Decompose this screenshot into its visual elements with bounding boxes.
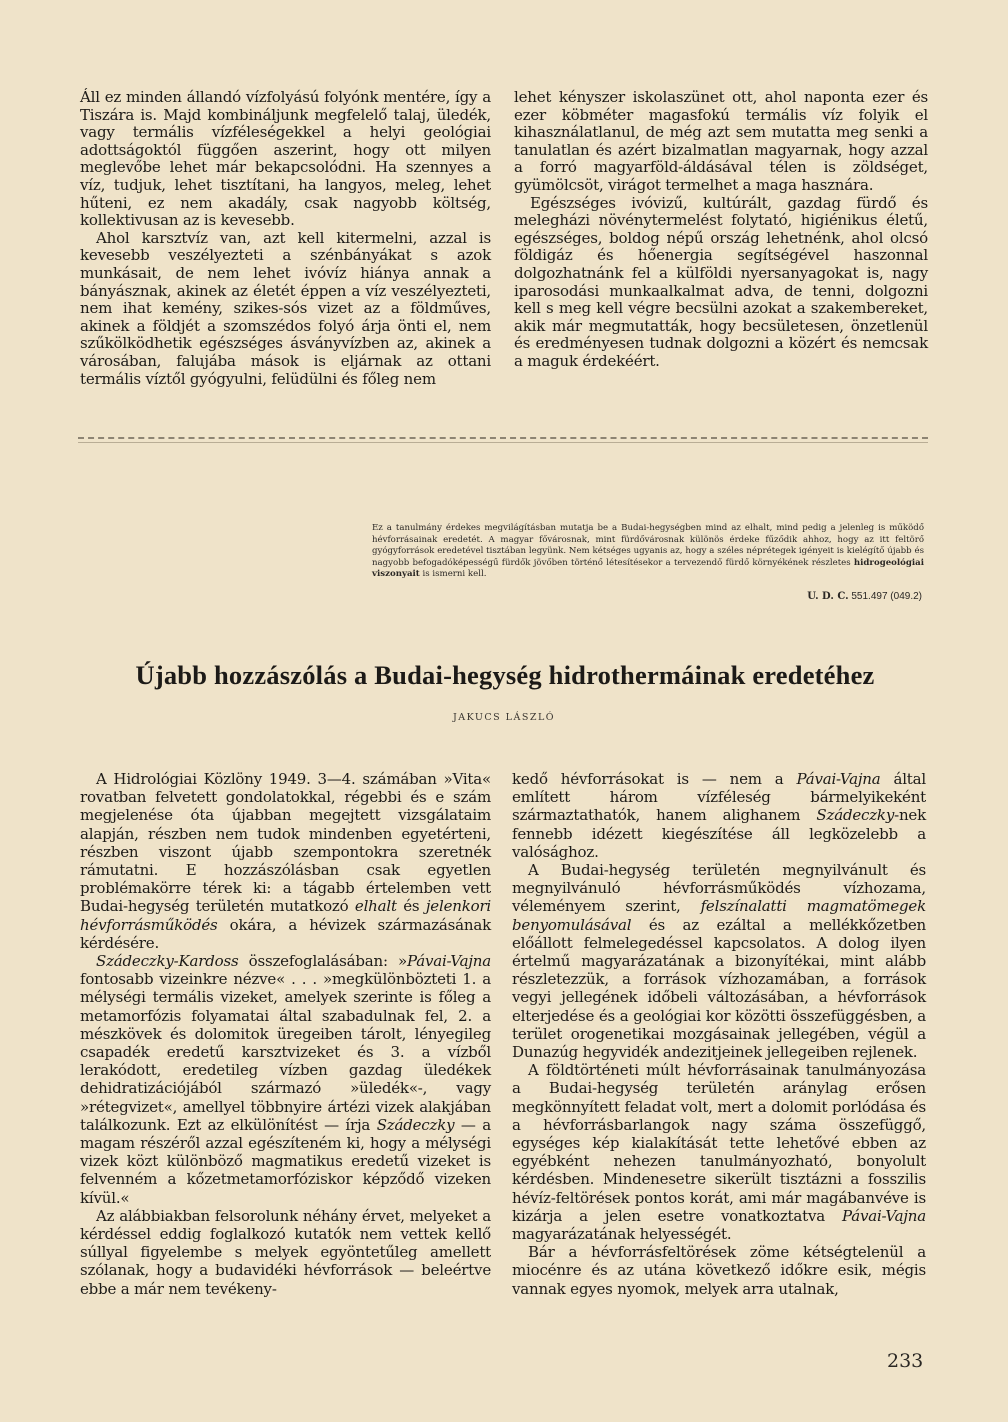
paragraph: Bár a hévforrásfeltörések zöme kétségtelenül a miocénre és az utána következő időkre esik, mégis vannak egyes nyomok, melyek arra utalnak,: [512, 1243, 926, 1298]
abstract-text: Ez a tanulmány érdekes megvilágításban mutatja be a Budai-hegységben mind az elhalt, mind pedig a jelenleg is működő hévforrásainak eredetét. A magyar fővárosnak, mint fürdővárosnak különös érdeke fűződik ahhoz, hogy az itt feltörő gyógyforrások eredetével tisztában legyünk. Nem kétséges ugyanis az, hogy a széles néprétegek igényeit is kielégítő újabb és nagyobb befogadóképességű fürdők jövőben történő létesítésekor a tervezendő fürdő környékének részletes: [372, 523, 924, 568]
italic-author-name: Szádeczky: [816, 806, 895, 825]
udc-classification: [807, 591, 922, 602]
text-run: összefoglalásában: »: [248, 952, 407, 971]
section-divider: [78, 437, 928, 439]
bottom-left-column: [80, 770, 491, 1298]
top-left-column: [80, 89, 491, 388]
paragraph: Ahol karsztvíz van, azt kell kitermelni, azzal is kevesebb veszélyezteti a szénbányákat s azok munkásait, de nem lehet ivóvíz hiánya annak a bányásznak, akinek az életét éppen a víz veszélyezteti, nem ihat kemény, szikes-sós vizet az a földműves, akinek a földjét a szomszédos folyó árja önti el, nem szűkölködhetik egészséges ásványvízben az, akinek a városában, falujába mások is eljárnak az ottani termális víztől gyógyulni, felüdülni és főleg nem: [80, 228, 491, 388]
italic-author-name: Szádeczky: [376, 1115, 455, 1134]
text-run: és: [403, 897, 420, 916]
italic-author-name: Pávai-Vajna: [796, 770, 881, 788]
italic-author-name: Pávai-Vajna: [406, 952, 491, 971]
udc-label: U. D. C.: [807, 591, 849, 602]
italic-author-name: Szádeczky-Kardoss: [96, 952, 239, 971]
paragraph: [512, 1061, 926, 1243]
section-divider-line: [78, 442, 928, 443]
paragraph: Az alábbiakban felsorolunk néhány érvet, melyeket a kérdéssel eddig foglalkozó kutatók nem vettek kellő súllyal figyelembe s melyek egyöntetűleg amellett szólanak, hogy a budavidéki hévforrások — beleértve ebbe a már nem tevékeny-: [80, 1206, 491, 1298]
abstract: [372, 523, 924, 581]
text-run: magyarázatának helyességét.: [512, 1225, 732, 1244]
text-run: -nek fennebb idézett kiegészítése áll legközelebb a valósághoz.: [512, 806, 926, 861]
italic-author-name: Pávai-Vajna: [841, 1206, 926, 1225]
text-run: okára, a hévizek származásának kérdésére.: [80, 915, 491, 952]
paragraph: Egészséges ivóvizű, kultúrált, gazdag fürdő és melegházi növénytermelést folytató, higiénikus életű, egészséges, boldog népű ország lehetnénk, ahol olcsó földigáz és hőenergia segítségével haszonnal dolgozhatnánk fel a külföldi nyersanyagokat is, nagy iparosodási munkaalkalmat adva, de tenni, dolgozni kell s meg kell végre becsülni azokat a szakembereket, akik már megmutatták, hogy becsületesen, önzetlenül és eredményesen tudnak dolgozni a közért és nemcsak a maguk érdekéért.: [514, 193, 928, 370]
text-run: — a magam részéről azzal egészíteném ki, hogy a mélységi vizek közt különböző magmatikus eredetű vizeket is felvenném a kőzetmetamorfóziskor képződő vizeken kívül.«: [80, 1115, 491, 1207]
text-run: A Budai-hegység területén megnyilvánult és megnyilvánuló hévforrásműködés vízhozama, véleményem szerint,: [512, 861, 926, 916]
paragraph: [512, 770, 926, 861]
text-run: A földtörténeti múlt hévforrásainak tanulmányozása a Budai-hegység területén aránylag erősen megkönnyített feladat volt, mert a dolomit porlódása és a hévforrásbarlangok nagy száma összefüggő, egységes kép kialakítását tette lehetővé ebben az egyébként nehezen tanulmányozható, bonyolult kérdésben. Mindenesetre sikerült tisztázni a fosszilis hévíz-feltörések pontos korát, ami már magábanvéve is kizárja a jelen esetre vonatkoztatva: [512, 1061, 926, 1225]
italic-term: jelenkori hévforrásműködés: [80, 897, 492, 934]
text-run: fontosabb vizeinkre nézve« . . . »megkülönbözteti 1. a mélységi termális vizeket, amelyek szerinte is főleg a metamorfózis folyamatai által szabadulnak fel, 2. a mészkövek és dolomitok üregeiben tárolt, lényegileg csapadék eredetű karsztvizeket és 3. a vízből lerakódott, eredetileg vízben gazdag üledékek dehidratizációjából származó »üledék«-, vagy »rétegvizet«, amellyel többnyire ártézi vizek alakjában találkozunk. Ezt az elkülönítést — írja: [80, 970, 491, 1134]
paragraph: lehet kényszer iskolaszünet ott, ahol naponta ezer és ezer köbméter magasfokú termális víz folyik el kihasználatlanul, de még azt sem mutatta meg senki a tanulatlan és azért bizalmatlan magyarnak, hogy azzal a forró magyarföld-áldásával télen is zöldséget, gyümölcsöt, virágot termelhet a maga hasznára.: [514, 88, 928, 194]
text-run: A Hidrológiai Közlöny 1949. 3—4. számában »Vita« rovatban felvetett gondolatokkal, régebbi és e szám megjelenése óta újabban megejtett vizsgálataim alapján, részben nem tudok mindenben egyetérteni, részben viszont újabb szempontokra szeretnék rámutatni. E hozzászólásban csak egyetlen problémakörre térek ki: a tágabb értelemben vett Budai-hegység területén mutatkozó: [80, 770, 491, 916]
text-run: által említett három vízféleség bármelyikeként származtathatók, hanem alighanem: [512, 770, 926, 825]
paragraph: [512, 861, 926, 1061]
abstract-bold-term: hidrogeológiai viszonyait: [372, 557, 924, 580]
top-right-column: [514, 89, 928, 371]
text-run: kedő hévforrásokat is — nem a: [512, 770, 784, 788]
udc-value: 551.497 (049.2): [851, 591, 922, 602]
paragraph: Áll ez minden állandó vízfolyású folyónk mentére, így a Tiszára is. Majd kombináljunk megfelelő talaj, üledék, vagy termális vízféleségekkel a helyi geológiai adottságoktól függően aszerint, hogy ott milyen meglevőbe lehet már bekapcsolódni. Ha szennyes a víz, tudjuk, lehet tisztítani, ha langyos, meleg, lehet hűteni, ez nem akadály, csak nagyobb költség, kollektivusan az is kevesebb.: [80, 88, 491, 230]
italic-term: felszínalatti magmatömegek benyomulásával: [512, 897, 926, 934]
article-author: JAKUCS LÁSZLÓ: [452, 712, 556, 723]
bottom-right-column: [512, 770, 926, 1298]
paragraph: [80, 952, 491, 1207]
article-title: Újabb hozzászólás a Budai-hegység hidrothermáinak eredetéhez: [135, 660, 875, 690]
text-run: és az ezáltal a mellékkőzetben előállott felmelegedéssel kapcsolatos. A dolog ilyen értelmű magyarázatának a bizonyítékai, mint alább részletezzük, a források vízhozamában, a források vegyi jellegének időbeli változásában, a hévforrások elterjedése és a geológiai kor közötti összefüggésben, a terület orogenetikai mozgásainak jellegében, végül a Dunazúg hegyvidék andezitjeinek jellegeiben rejlenek.: [512, 915, 926, 1062]
abstract-end: is ismerni kell.: [422, 569, 487, 580]
page-number: 233: [887, 1350, 924, 1372]
italic-term: elhalt: [354, 897, 397, 916]
paragraph: [80, 770, 491, 952]
